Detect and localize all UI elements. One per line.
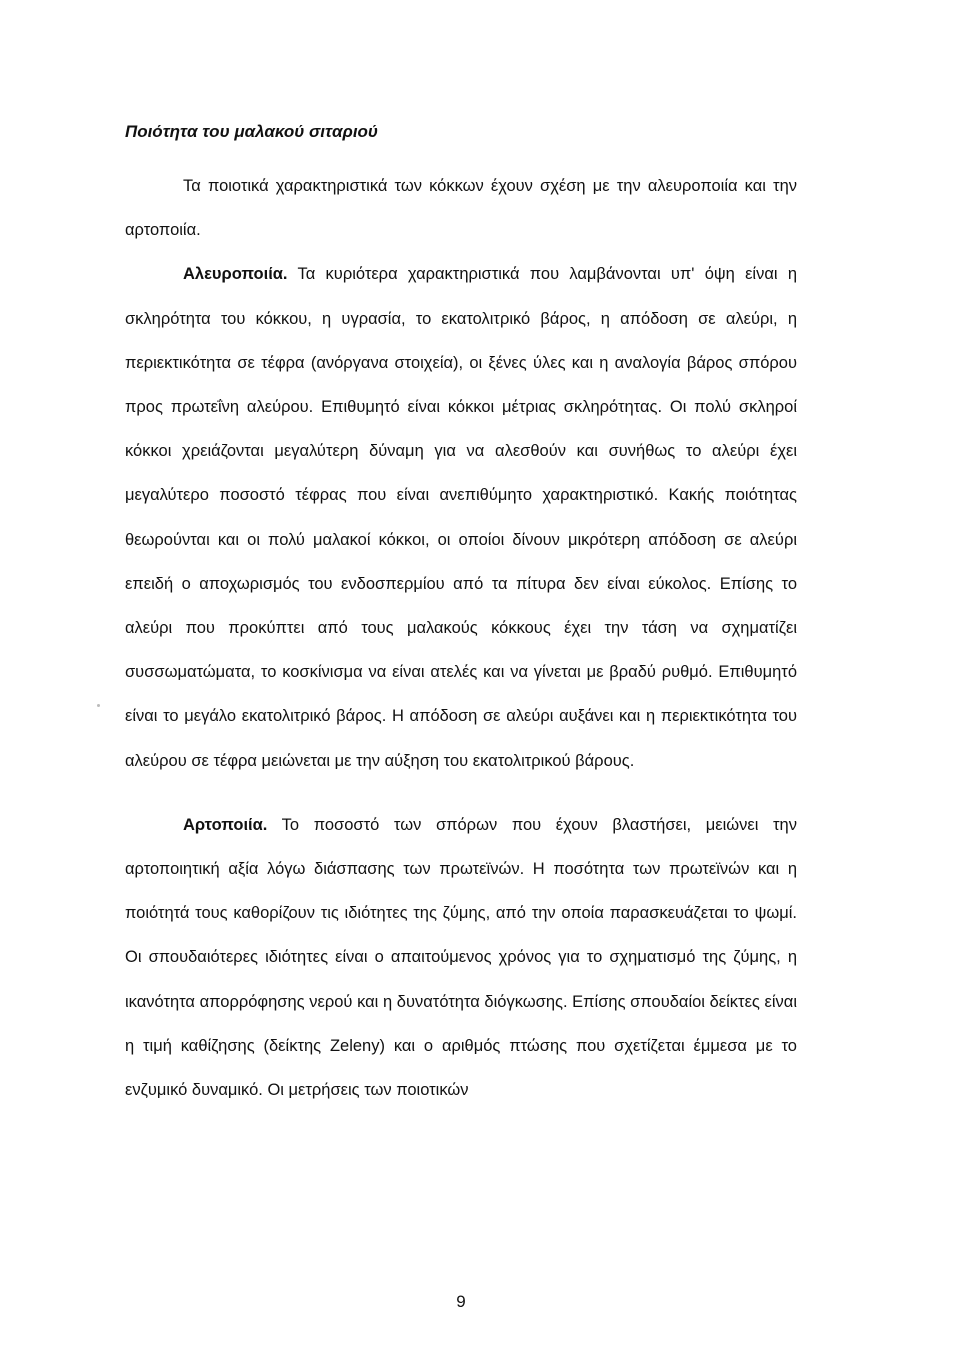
baking-text: Το ποσοστό των σπόρων που έχουν βλαστήσει, μειώνει την αρτοποιητική αξία λόγω διάσπασης των πρωτεϊνών. Η ποσότητα των πρωτεϊνών και η ποιότητά τους καθορίζουν τις ιδιότητες της ζύμης, από την οποία παρασκευάζεται το ψωμί. Οι σπουδαιότερες ιδιότητες είναι ο απαιτούμενος χρόνος για το σχηματισμό της ζύμης, η ικανότητα απορρόφησης νερού και η δυνατότητα διόγκωσης. Επίσης σπουδαίοι δείκτες είναι η τιμή καθίζησης (δείκτης Zeleny) και ο αριθμός πτώσης που σχετίζεται έμμεσα με το ενζυμικό δυναμικό. Οι μετρήσεις των ποιοτικών — [125, 815, 797, 1100]
milling-lead: Αλευροποιία. — [183, 265, 288, 284]
intro-paragraph: Τα ποιοτικά χαρακτηριστικά των κόκκων έχουν σχέση με την αλευροποιία και την αρτοποιία. — [125, 177, 797, 240]
section-heading: Ποιότητα του μαλακού σιταριού — [125, 122, 378, 141]
document-body — [125, 120, 797, 1112]
milling-paragraph — [125, 252, 797, 782]
baking-lead: Αρτοποιία. — [183, 815, 268, 834]
page-number: 9 — [456, 1292, 466, 1311]
baking-paragraph — [125, 803, 797, 1112]
milling-text: Τα κυριότερα χαρακτηριστικά που λαμβάνονται υπ' όψη είναι η σκληρότητα του κόκκου, η υγρασία, το εκατολιτρικό βάρος, η απόδοση σε αλεύρι, η περιεκτικότητα σε τέφρα (ανόργανα στοιχεία), οι ξένες ύλες και η αναλογία βάρος σπόρου προς πρωτεΐνη αλεύρου. Επιθυμητό είναι κόκκοι μέτριας σκληρότητας. Οι πολύ σκληροί κόκκοι χρειάζονται μεγαλύτερη δύναμη για να αλεσθούν και συνήθως το αλεύρι έχει μεγαλύτερο ποσοστό τέφρας που είναι ανεπιθύμητο χαρακτηριστικό. Κακής ποιότητας θεωρούνται και οι πολύ μαλακοί κόκκοι, οι οποίοι δίνουν μικρότερη απόδοση σε αλεύρι επειδή ο αποχωρισμός του ενδοσπερμίου από τα πίτυρα δεν είναι εύκολος. Επίσης το αλεύρι που προκύπτει από τους μαλακούς κόκκους έχει την τάση να σχηματίζει συσσωματώματα, το κοσκίνισμα να είναι ατελές και να γίνεται με βραδύ ρυθμό. Επιθυμητό είναι το μεγάλο εκατολιτρικό βάρος. Η απόδοση σε αλεύρι αυξάνει και η περιεκτικότητα του αλεύρου σε τέφρα μειώνεται με την αύξηση του εκατολιτρικού βάρους. — [125, 265, 797, 770]
scan-speck — [97, 704, 100, 707]
